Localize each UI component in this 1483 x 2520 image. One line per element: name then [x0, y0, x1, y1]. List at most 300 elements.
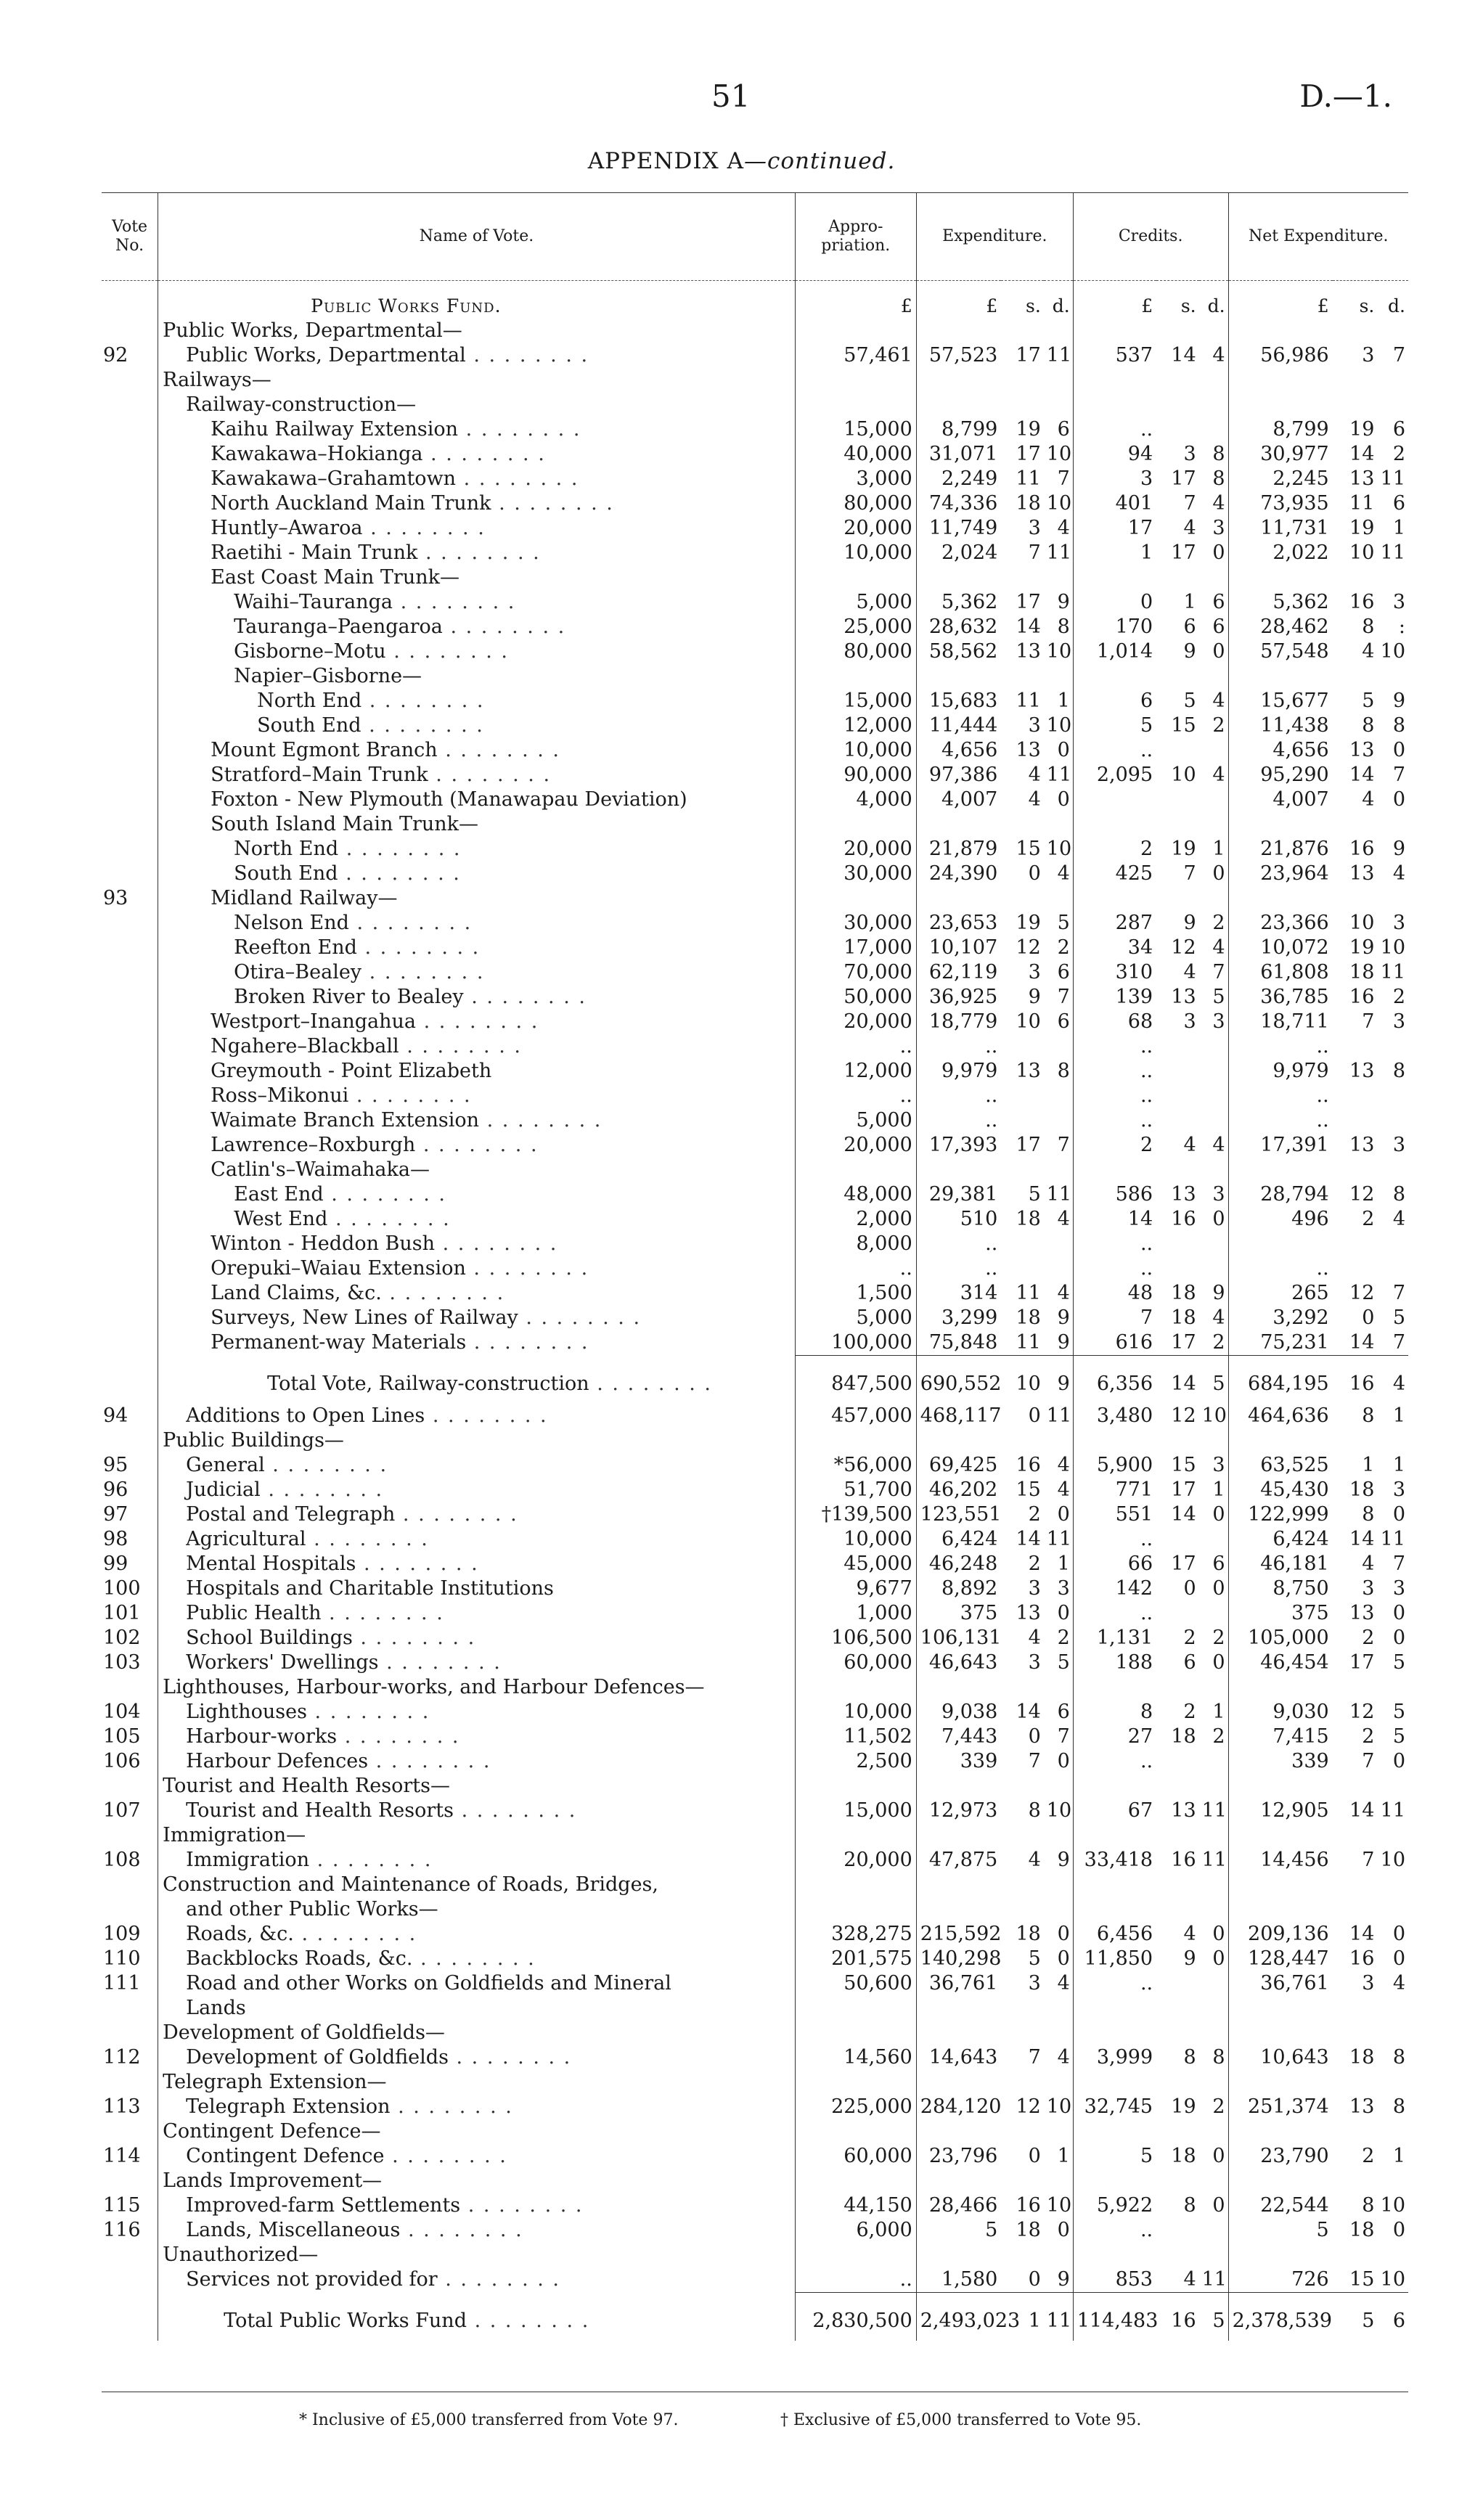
c-pounds-cell: 17	[1127, 517, 1153, 539]
table-row	[102, 442, 1408, 467]
c-shillings-cell: 17	[1171, 1331, 1196, 1354]
c-pounds-cell: 33,418	[1084, 1849, 1153, 1871]
table-row	[102, 1873, 1408, 1897]
c-shillings-cell	[1156, 1158, 1199, 1182]
vote-name: East End	[234, 1183, 324, 1206]
n-pounds-cell: 265	[1291, 1282, 1329, 1304]
c-pounds-cell: 310	[1115, 961, 1153, 983]
c-shillings-cell: 15	[1171, 714, 1196, 737]
vote-number-cell: 107	[102, 1799, 158, 1823]
appropriation-cell: 3,000	[795, 467, 916, 491]
e-pounds-cell: 8,799	[941, 418, 998, 441]
leader-dots: . . . . . . . .	[356, 1552, 479, 1575]
vote-number-cell	[102, 812, 158, 837]
vote-name-cell	[158, 1774, 796, 1799]
leader-dots: . . . . . . . .	[589, 1372, 713, 1395]
c-pounds-cell	[1073, 368, 1156, 393]
e-pence-cell	[1044, 1996, 1073, 2021]
c-shillings-cell: 17	[1171, 541, 1196, 564]
vote-name-cell	[158, 1799, 796, 1823]
n-pounds-cell: 684,195	[1228, 1356, 1333, 1404]
e-pence-cell: 9	[1044, 1356, 1073, 1404]
appropriation-table	[102, 192, 1408, 2341]
c-pence-cell: 5	[1199, 1356, 1228, 1404]
vote-number-cell	[102, 1084, 158, 1108]
vote-name-cell	[158, 1749, 796, 1774]
leader-dots: . . . . . . . .	[348, 912, 473, 934]
n-pounds-cell: 15,677	[1260, 690, 1329, 712]
appropriation-cell: 60,000	[795, 1650, 916, 1675]
c-shillings-cell: 17	[1171, 1552, 1196, 1575]
vote-number-cell: 95	[102, 1453, 158, 1478]
vote-number-cell	[102, 565, 158, 590]
vote-name: Postal and Telegraph	[186, 1503, 396, 1526]
n-pence-cell: 0	[1392, 2219, 1405, 2241]
footnote-1: * Inclusive of £5,000 transferred from Vote 97.	[299, 2411, 679, 2429]
n-pence-cell: 1	[1392, 2145, 1405, 2167]
c-pence-cell	[1199, 1232, 1228, 1256]
vote-name: Immigration—	[163, 1824, 306, 1846]
vote-name-cell	[158, 1502, 796, 1527]
leader-dots: . . . . . . . .	[338, 838, 462, 860]
n-shillings-cell: 13	[1349, 2095, 1375, 2118]
e-pounds-cell: 28,466	[928, 2194, 998, 2217]
n-shillings-cell: 12	[1349, 1183, 1375, 1206]
e-pence-cell	[1044, 565, 1073, 590]
unit-e-pound: £	[986, 295, 998, 316]
e-pence-cell: 4	[1044, 1453, 1073, 1478]
n-shillings-cell: 14	[1349, 764, 1375, 786]
e-shillings-cell	[1001, 1996, 1044, 2021]
unit-n-s: s.	[1359, 295, 1375, 316]
c-pence-cell: 7	[1199, 960, 1228, 985]
leader-dots: . . . . . . . .	[321, 1602, 444, 1624]
vote-name: Greymouth - Point Elizabeth	[211, 1060, 492, 1082]
vote-name-cell	[158, 738, 796, 763]
c-pounds-cell: 537	[1115, 344, 1153, 367]
e-pounds-cell: 21,879	[928, 838, 998, 860]
c-pence-cell: 2	[1199, 1725, 1228, 1749]
n-pounds-cell	[1228, 1897, 1333, 1922]
n-pence-cell: 10	[1380, 2194, 1405, 2217]
c-shillings-cell: 14	[1171, 344, 1196, 367]
vote-name-cell	[158, 1873, 796, 1897]
n-pounds-cell: 28,794	[1260, 1183, 1329, 1206]
n-shillings-cell: 5	[1362, 690, 1375, 712]
vote-number-cell	[102, 1897, 158, 1922]
vote-name-cell	[158, 516, 796, 541]
n-shillings-cell: 14	[1349, 1528, 1375, 1550]
e-shillings-cell	[1001, 1232, 1044, 1256]
c-shillings-cell: 12	[1171, 936, 1196, 959]
vote-number-cell	[102, 2021, 158, 2045]
e-pence-cell	[1044, 1108, 1073, 1133]
n-shillings-cell: 2	[1362, 1725, 1375, 1748]
vote-number-cell: 112	[102, 2045, 158, 2070]
e-pounds-cell: 9,979	[941, 1060, 998, 1082]
c-pounds-cell	[1073, 1996, 1156, 2021]
c-pounds-cell: 188	[1115, 1651, 1153, 1674]
vote-name: Tourist and Health Resorts—	[163, 1775, 451, 1797]
leader-dots: . . . . . . . .	[400, 2219, 523, 2241]
n-shillings-cell	[1333, 319, 1378, 343]
table-row	[102, 417, 1408, 442]
vote-name-cell	[158, 368, 796, 393]
n-pounds-cell: 10,643	[1260, 2046, 1329, 2069]
vote-number-cell	[102, 2070, 158, 2095]
vote-name-cell	[158, 2144, 796, 2169]
table-row	[102, 1059, 1408, 1084]
c-shillings-cell: 8	[1183, 2194, 1196, 2217]
table-body	[102, 281, 1408, 2341]
leader-dots: . . . . . . . .	[393, 591, 516, 613]
appropriation-cell	[795, 2070, 916, 2095]
n-shillings-cell: 13	[1349, 1602, 1375, 1624]
table-row	[102, 541, 1408, 565]
vote-number-cell	[102, 2293, 158, 2341]
vote-number-cell	[102, 516, 158, 541]
vote-name-cell	[158, 1922, 796, 1947]
n-pounds-cell	[1228, 886, 1333, 911]
c-pounds-cell	[1073, 2021, 1156, 2045]
leader-dots: . . . . . . . .	[381, 1282, 505, 1304]
table-row	[102, 319, 1408, 343]
vote-number-cell	[102, 1774, 158, 1799]
vote-name: Public Works, Departmental—	[163, 319, 462, 342]
e-pence-cell: 4	[1044, 516, 1073, 541]
appropriation-cell: 45,000	[795, 1552, 916, 1576]
c-pounds-cell	[1073, 1823, 1156, 1848]
n-shillings-cell: 1	[1362, 1454, 1375, 1476]
e-shillings-cell: 11	[1016, 1331, 1041, 1354]
n-pence-cell: 3	[1392, 912, 1405, 934]
unit-n-pound: £	[1317, 295, 1329, 316]
appropriation-cell: 50,600	[795, 1971, 916, 1996]
c-pounds-cell: 7	[1140, 1306, 1153, 1329]
vote-number-cell	[102, 1207, 158, 1232]
leader-dots: . . . . . . . .	[309, 1849, 433, 1871]
vote-name-cell	[158, 417, 796, 442]
appropriation-cell: 9,677	[795, 1576, 916, 1601]
unit-e-s: s.	[1026, 295, 1041, 316]
c-pence-cell: 2	[1199, 911, 1228, 936]
n-pence-cell: 6	[1392, 492, 1405, 515]
appropriation-cell	[795, 1158, 916, 1182]
vote-number-cell: 92	[102, 343, 158, 368]
n-shillings-cell: 14	[1349, 1923, 1375, 1945]
e-pounds-cell: 58,562	[928, 640, 998, 663]
leader-dots: . . . . . . . .	[417, 541, 541, 564]
c-pounds-cell	[1073, 2070, 1156, 2095]
c-pence-cell: 0	[1199, 1650, 1228, 1675]
c-shillings-cell: 19	[1171, 2095, 1196, 2118]
n-shillings-cell: 10	[1349, 912, 1375, 934]
vote-name-cell	[158, 985, 796, 1010]
n-pounds-cell: 63,525	[1260, 1454, 1329, 1476]
c-pounds-cell: 67	[1127, 1799, 1153, 1822]
n-shillings-cell: 3	[1362, 344, 1375, 367]
e-pounds-cell: 23,653	[928, 912, 998, 934]
table-row	[102, 2218, 1408, 2243]
leader-dots: . . . . . . . .	[384, 2145, 507, 2167]
n-pounds-cell: 46,454	[1260, 1651, 1329, 1674]
e-pence-cell: 5	[1044, 911, 1073, 936]
vote-name: Lighthouses, Harbour-works, and Harbour Defences—	[163, 1676, 705, 1698]
vote-name: Lands, Miscellaneous	[186, 2219, 401, 2241]
leader-dots: . . . . . . . .	[368, 1750, 491, 1772]
unit-e-d: d.	[1044, 281, 1073, 319]
n-pence-cell: 11	[1380, 467, 1405, 490]
n-shillings-cell: 2	[1362, 1627, 1375, 1649]
n-pounds-cell: 2,022	[1272, 541, 1329, 564]
n-shillings-cell: 4	[1362, 788, 1375, 811]
footnote-2: † Exclusive of £5,000 transferred to Vote 95.	[780, 2411, 1142, 2429]
c-pounds-cell: 1,014	[1096, 640, 1153, 663]
n-pounds-cell	[1228, 1774, 1333, 1799]
n-pence-cell: 3	[1392, 1010, 1405, 1033]
c-pence-cell	[1199, 1774, 1228, 1799]
n-pence-cell: 2	[1392, 986, 1405, 1008]
n-shillings-cell: 16	[1349, 986, 1375, 1008]
e-shillings-cell: 17	[1016, 1134, 1041, 1156]
c-shillings-cell: 13	[1171, 986, 1196, 1008]
appropriation-cell: 2,500	[795, 1749, 916, 1774]
c-pounds-cell: 0	[1140, 591, 1153, 613]
c-pence-cell	[1199, 417, 1228, 442]
n-pounds-cell	[1228, 393, 1333, 417]
c-shillings-cell: 10	[1171, 764, 1196, 786]
n-shillings-cell: 4	[1362, 1552, 1375, 1575]
c-pence-cell: 6	[1199, 590, 1228, 615]
n-pounds-cell: 23,964	[1260, 862, 1329, 885]
n-shillings-cell	[1333, 1428, 1378, 1453]
appropriation-cell: ..	[795, 1034, 916, 1059]
vote-number-cell: 104	[102, 1700, 158, 1725]
n-pence-cell: 10	[1380, 2268, 1405, 2291]
n-pounds-cell: 2,378,539	[1228, 2293, 1333, 2341]
leader-dots: . . . . . . . .	[415, 1010, 539, 1033]
vote-name-cell	[158, 1971, 796, 1996]
col-header-name: Name of Vote.	[158, 193, 796, 281]
n-pounds-cell: 36,785	[1260, 986, 1329, 1008]
leader-dots: . . . . . . . .	[465, 344, 589, 367]
e-pounds-cell: 5	[985, 2219, 998, 2241]
appropriation-cell: 50,000	[795, 985, 916, 1010]
n-pounds-cell	[1228, 319, 1333, 343]
e-pounds-cell: ..	[985, 1035, 998, 1058]
n-shillings-cell: 10	[1349, 541, 1375, 564]
e-shillings-cell: 14	[1016, 1528, 1041, 1550]
vote-number-cell: 96	[102, 1478, 158, 1502]
vote-name-cell	[158, 1356, 796, 1404]
appropriation-cell: 5,000	[795, 590, 916, 615]
e-shillings-cell: 4	[1028, 1849, 1041, 1871]
vote-name: Lands Improvement—	[163, 2169, 383, 2192]
e-pence-cell: 6	[1044, 417, 1073, 442]
vote-number-cell	[102, 1873, 158, 1897]
section-title: Public Works Fund.	[158, 281, 796, 319]
e-pounds-cell: 17,393	[928, 1134, 998, 1156]
e-pence-cell: 3	[1044, 1576, 1073, 1601]
c-pence-cell	[1199, 1059, 1228, 1084]
e-pence-cell	[1044, 664, 1073, 689]
c-pence-cell	[1199, 2243, 1228, 2267]
e-shillings-cell	[1001, 1084, 1044, 1108]
vote-name: Tourist and Health Resorts	[186, 1799, 454, 1822]
vote-name-cell	[158, 1527, 796, 1552]
c-pounds-cell: 853	[1115, 2268, 1153, 2291]
n-pence-cell	[1377, 1774, 1408, 1799]
c-pence-cell: 11	[1199, 1799, 1228, 1823]
vote-name: Kawakawa–Hokianga	[211, 443, 423, 465]
vote-number-cell: 114	[102, 2144, 158, 2169]
vote-name: and other Public Works—	[186, 1898, 438, 1920]
c-shillings-cell: 17	[1171, 467, 1196, 490]
e-pounds-cell: 97,386	[928, 764, 998, 786]
c-pounds-cell: ..	[1140, 1257, 1153, 1280]
vote-number-cell	[102, 738, 158, 763]
vote-name: Harbour Defences	[186, 1750, 369, 1772]
c-pounds-cell	[1073, 319, 1156, 343]
e-pence-cell: 11	[1044, 1182, 1073, 1207]
vote-name: Roads, &c.	[186, 1923, 294, 1945]
e-shillings-cell: 15	[1016, 838, 1041, 860]
vote-name-cell	[158, 886, 796, 911]
table-row	[102, 788, 1408, 812]
table-row	[102, 1725, 1408, 1749]
n-pounds-cell	[1228, 368, 1333, 393]
leader-dots: . . . . . . . .	[460, 2194, 584, 2217]
col-header-credits: Credits.	[1073, 193, 1228, 281]
vote-name: South End	[257, 714, 361, 737]
appropriation-cell: 10,000	[795, 541, 916, 565]
vote-name: South End	[234, 862, 338, 885]
e-pounds-cell: ..	[985, 1109, 998, 1132]
e-pounds-cell: 23,796	[928, 2145, 998, 2167]
c-pounds-cell: ..	[1140, 418, 1153, 441]
e-pounds-cell: 2,024	[941, 541, 998, 564]
table-row	[102, 2095, 1408, 2119]
c-pounds-cell	[1073, 664, 1156, 689]
n-pounds-cell: 11,731	[1260, 517, 1329, 539]
n-pounds-cell: 12,905	[1260, 1799, 1329, 1822]
n-pence-cell: 11	[1380, 541, 1405, 564]
c-shillings-cell: 18	[1171, 1725, 1196, 1748]
vote-name: Contingent Defence	[186, 2145, 385, 2167]
vote-name-cell	[158, 1232, 796, 1256]
leader-dots: . . . . . . . .	[293, 1923, 417, 1945]
leader-dots: . . . . . . . .	[352, 1627, 476, 1649]
n-pence-cell: 7	[1392, 1552, 1405, 1575]
e-shillings-cell: 9	[1028, 986, 1041, 1008]
table-row	[102, 1306, 1408, 1330]
leader-dots: . . . . . . . .	[306, 1528, 429, 1550]
n-shillings-cell: 8	[1362, 714, 1375, 737]
n-pence-cell	[1377, 1256, 1408, 1281]
vote-name: Services not provided for	[186, 2268, 438, 2291]
vote-number-cell	[102, 2243, 158, 2267]
e-pounds-cell	[916, 2243, 1001, 2267]
e-shillings-cell: 3	[1028, 1972, 1041, 1995]
vote-number-cell	[102, 1996, 158, 2021]
n-pounds-cell: ..	[1316, 1035, 1329, 1058]
table-row	[102, 713, 1408, 738]
c-shillings-cell: 3	[1183, 1010, 1196, 1033]
table-row	[102, 1650, 1408, 1675]
n-pence-cell: 4	[1392, 1208, 1405, 1230]
vote-name-cell	[158, 1281, 796, 1306]
n-shillings-cell: 15	[1349, 2268, 1375, 2291]
c-pence-cell	[1199, 2070, 1228, 2095]
n-pence-cell: 10	[1380, 1849, 1405, 1871]
c-pence-cell: 4	[1199, 936, 1228, 960]
e-pence-cell	[1044, 1675, 1073, 1700]
n-pence-cell: 0	[1392, 1627, 1405, 1649]
table-row	[102, 886, 1408, 911]
vote-name-cell	[158, 1848, 796, 1873]
n-pounds-cell: 105,000	[1248, 1627, 1329, 1649]
vote-name: Gisborne–Motu	[234, 640, 386, 663]
c-pence-cell: 6	[1199, 615, 1228, 639]
appropriation-cell: 5,000	[795, 1306, 916, 1330]
table-row	[102, 960, 1408, 985]
appropriation-cell	[795, 368, 916, 393]
appropriation-cell: 60,000	[795, 2144, 916, 2169]
vote-name-cell	[158, 1158, 796, 1182]
e-pence-cell: 8	[1044, 1059, 1073, 1084]
e-pence-cell: 0	[1044, 1947, 1073, 1971]
n-pence-cell: 4	[1392, 862, 1405, 885]
e-pence-cell: 2	[1044, 1626, 1073, 1650]
n-pounds-cell: 8,799	[1272, 418, 1329, 441]
leader-dots: . . . . . . . .	[437, 739, 561, 761]
n-pence-cell: 4	[1377, 1356, 1408, 1404]
n-pence-cell: 1	[1392, 517, 1405, 539]
n-shillings-cell	[1333, 1675, 1378, 1700]
c-pence-cell	[1199, 1823, 1228, 1848]
n-pence-cell: 8	[1392, 714, 1405, 737]
c-shillings-cell: 7	[1183, 492, 1196, 515]
n-pounds-cell: 122,999	[1248, 1503, 1329, 1526]
n-shillings-cell: 8	[1362, 1404, 1375, 1427]
e-shillings-cell: 3	[1028, 1651, 1041, 1674]
e-shillings-cell	[1001, 1873, 1044, 1897]
n-pence-cell: 7	[1392, 1282, 1405, 1304]
vote-name: Public Health	[186, 1602, 322, 1624]
vote-number-cell	[102, 368, 158, 393]
vote-name: Lighthouses	[186, 1701, 307, 1723]
n-pounds-cell: ..	[1316, 1084, 1329, 1107]
n-pounds-cell: 23,790	[1260, 2145, 1329, 2167]
leader-dots: . . . . . . . .	[466, 1331, 589, 1354]
n-pounds-cell: 9,979	[1272, 1060, 1329, 1082]
c-pence-cell	[1199, 788, 1228, 812]
c-shillings-cell	[1156, 1823, 1199, 1848]
n-pounds-cell	[1228, 2119, 1333, 2144]
n-pence-cell: 3	[1392, 1478, 1405, 1501]
vote-number-cell	[102, 664, 158, 689]
e-pence-cell	[1044, 1034, 1073, 1059]
c-pence-cell: 3	[1199, 1010, 1228, 1034]
e-shillings-cell: 0	[1028, 2268, 1041, 2291]
e-pounds-cell	[916, 1428, 1001, 1453]
e-pence-cell: 4	[1044, 1478, 1073, 1502]
table-row	[102, 1601, 1408, 1626]
n-shillings-cell	[1333, 1158, 1378, 1182]
vote-name: Telegraph Extension	[186, 2095, 391, 2118]
e-pence-cell: 6	[1044, 1010, 1073, 1034]
e-pence-cell: 7	[1044, 1133, 1073, 1158]
